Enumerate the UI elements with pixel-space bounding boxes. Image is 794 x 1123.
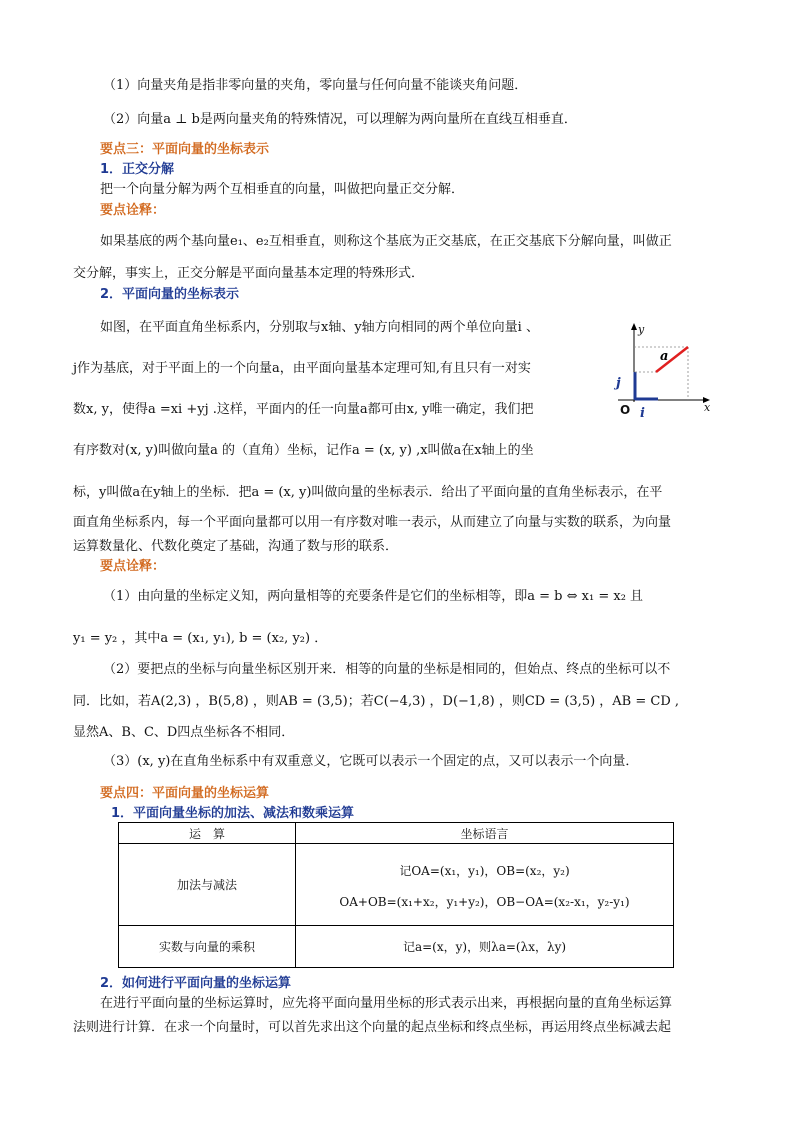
section3-note-line2: 交分解，事实上，正交分解是平面向量基本定理的特殊形式． [73, 266, 425, 281]
coord-para-line7: 运算数量化、代数化奠定了基础，沟通了数与形的联系． [73, 539, 399, 554]
section4-para-line1: 在进行平面向量的坐标运算时，应先将平面向量用坐标的形式表示出来，再根据向量的直角坐标运算 [100, 996, 673, 1011]
coord-para-line4: 有序数对(x, y)叫做向量a 的（直角）坐标，记作a = (x, y) ,x叫做a在x轴上的坐 [73, 443, 534, 458]
diagram-y-label: y [638, 323, 645, 336]
diagram-x-label: x [704, 401, 711, 414]
table-cell-scalar-formula: 记a=(x，y)，则λa=(λx，λy) [296, 926, 674, 968]
table-header-row [119, 823, 674, 844]
section3-sub2-title: 2．平面向量的坐标表示 [100, 287, 240, 302]
add-sub-line1: 记OA=(x₁，y₁)，OB=(x₂，y₂) [399, 863, 570, 878]
diagram-j-label: j [616, 376, 621, 391]
note-angle-definition: （1）向量夹角是指非零向量的夹角，零向量与任何向量不能谈夹角问题． [103, 78, 528, 93]
note-equal-vectors-line1: （1）由向量的坐标定义知，两向量相等的充要条件是它们的坐标相等，即a = b ⇔ x₁ = x₂ 且 [103, 589, 644, 604]
section4-title: 要点四：平面向量的坐标运算 [100, 786, 270, 801]
coord-para-line5: 标，y叫做a在y轴上的坐标．把a = (x, y)叫做向量的坐标表示．给出了平面向量的直角坐标表示，在平 [73, 485, 663, 500]
table-header-operation: 运 算 [119, 823, 296, 844]
table-cell-scalar: 实数与向量的乘积 [119, 926, 296, 968]
section3-note-label: 要点诠释： [100, 203, 166, 218]
diagram-i-label: i [640, 406, 645, 421]
coordinate-operations-table [118, 822, 674, 968]
coord-para-line3: 数x, y，使得a =xi +yj .这样，平面内的任一向量a都可由x, y唯一确定，我们把 [73, 402, 534, 417]
section3-title: 要点三：平面向量的坐标表示 [100, 142, 270, 157]
table-row [119, 926, 674, 968]
table-cell-add-sub: 加法与减法 [119, 844, 296, 926]
coord-para-line2: j作为基底，对于平面上的一个向量a，由平面向量基本定理可知,有且只有一对实 [73, 361, 531, 376]
section3-note2-label: 要点诠释： [100, 559, 166, 574]
note-point-vs-vector-line2: 同．比如，若A(2,3) ，B(5,8) ，则AB = (3,5)；若C(−4,3) ，D(−1,8) ，则CD = (3,5) ，AB = CD , [73, 694, 680, 709]
note-dual-meaning: （3）(x, y)在直角坐标系中有双重意义，它既可以表示一个固定的点，又可以表示一个向量． [103, 754, 639, 769]
add-sub-line2: OA+OB=(x₁+x₂，y₁+y₂)，OB−OA=(x₂-x₁，y₂-y₁) [339, 894, 630, 909]
table-row [119, 844, 674, 926]
note-point-vs-vector-line1: （2）要把点的坐标与向量坐标区别开来．相等的向量的坐标是相同的，但始点、终点的坐标可以不 [103, 662, 671, 677]
coord-para-line6: 面直角坐标系内，每一个平面向量都可以用一有序数对唯一表示，从而建立了向量与实数的联系，为向量 [73, 515, 672, 530]
table-header-coordinate-language: 坐标语言 [296, 823, 674, 844]
section3-note-line1: 如果基底的两个基向量e₁、e₂互相垂直，则称这个基底为正交基底，在正交基底下分解向量，叫做正 [100, 234, 672, 249]
section3-sub1-text: 把一个向量分解为两个互相垂直的向量，叫做把向量正交分解． [100, 182, 465, 197]
section4-sub2-title: 2．如何进行平面向量的坐标运算 [100, 976, 292, 991]
table-cell-add-sub-formula [296, 844, 674, 926]
diagram-origin-label: O [620, 403, 631, 417]
coordinate-diagram-svg [598, 322, 720, 427]
note-perpendicular: （2）向量a ⊥ b是两向量夹角的特殊情况，可以理解为两向量所在直线互相垂直． [103, 112, 577, 127]
diagram-a-label: a [660, 349, 669, 364]
note-point-vs-vector-line3: 显然A、B、C、D四点坐标各不相同． [73, 725, 295, 740]
section4-para-line2: 法则进行计算．在求一个向量时，可以首先求出这个向量的起点坐标和终点坐标，再运用终点坐标减去起 [73, 1020, 672, 1035]
note-equal-vectors-line2: y₁ = y₂ ，其中a = (x₁, y₁), b = (x₂, y₂) ． [73, 631, 328, 646]
coordinate-diagram [598, 322, 720, 427]
coord-para-line1: 如图，在平面直角坐标系内，分别取与x轴、y轴方向相同的两个单位向量i 、 [100, 320, 539, 335]
section4-sub1-title: 1．平面向量坐标的加法、减法和数乘运算 [111, 806, 355, 821]
y-axis-arrow [631, 323, 637, 330]
section3-sub1-title: 1．正交分解 [100, 162, 175, 177]
